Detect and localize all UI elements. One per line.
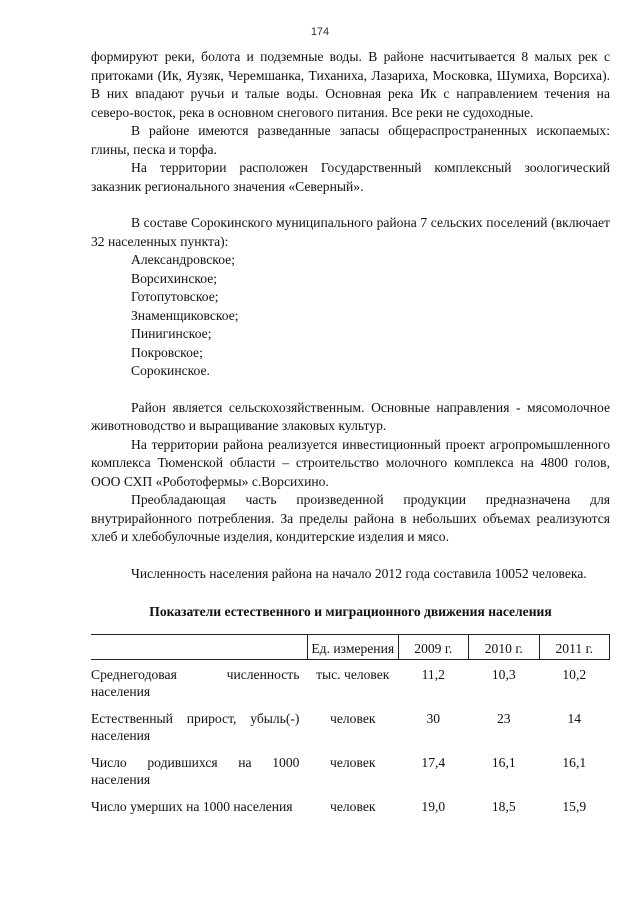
header-indicator [91, 634, 307, 659]
table-title: Показатели естественного и миграционного движения населения [149, 604, 552, 619]
row-value-2011: 14 [567, 710, 582, 726]
row-value-2009: 30 [426, 710, 441, 726]
row-indicator: Среднегодовая численность населения [91, 666, 300, 699]
row-value-2010: 16,1 [491, 754, 516, 770]
header-unit: Ед. измерения [307, 634, 398, 659]
population-table [91, 634, 610, 819]
paragraph-reserve: На территории расположен Государственный комплексный зоологический заказник регионального значения «Северный». [91, 160, 610, 194]
settlement-item: Покровское; [131, 344, 203, 360]
row-indicator: Число родившихся на 1000 населения [91, 754, 300, 787]
document-body [91, 48, 610, 819]
row-unit: человек [330, 710, 376, 726]
paragraph-settlements-intro: В составе Сорокинского муниципального района 7 сельских поселений (включает 32 населенных пункта): [91, 215, 610, 249]
paragraph-production: Преобладающая часть произведенной продукции предназначена для внутрирайонного потребления. За пределы района в небольших объемах реализуются хлеб и хлебобулочные изделия, кондитерские изделия и мясо. [91, 492, 610, 544]
settlements-list [91, 251, 610, 381]
paragraph-rivers: формируют реки, болота и подземные воды. В районе насчитывается 8 малых рек с притоками (Ик, Яузяк, Черемшанка, Тиханиха, Лазариха, Московка, Шумиха, Ворсиха). В них впадают ручьи и талые воды. Основная река Ик с направлением течения на северо-восток, река в основном снегового питания. Все реки не судоходные. [91, 49, 610, 120]
paragraph-minerals: В районе имеются разведанные запасы общераспространенных ископаемых: глины, песка и торфа. [91, 123, 610, 157]
row-value-2010: 10,3 [491, 666, 516, 682]
row-value-2011: 15,9 [562, 798, 587, 814]
table-row [91, 792, 610, 819]
page-number: 174 [310, 26, 330, 38]
settlement-item: Готопутовское; [131, 289, 219, 304]
spacer [91, 196, 610, 214]
settlement-item: Знаменщиковское; [131, 307, 239, 323]
paragraph-population: Численность населения района на начало 2012 года составила 10052 человека. [131, 565, 587, 581]
paragraph-investment: На территории района реализуется инвестиционный проект агропромышленного комплекса Тюменской области – строительство молочного комплекса на 4800 голов, ООО СХП «Роботофермы» с.Ворсихино. [91, 436, 610, 489]
spacer [91, 381, 610, 399]
table-row [91, 704, 610, 748]
row-unit: человек [330, 798, 376, 814]
header-2011: 2011 г. [539, 634, 610, 659]
row-value-2009: 19,0 [421, 798, 446, 814]
row-unit: тыс. человек [316, 666, 390, 682]
table-row [91, 659, 610, 704]
population-table-wrap [91, 634, 610, 819]
row-value-2010: 23 [496, 710, 511, 726]
paragraph-agriculture: Район является сельскохозяйственным. Основные направления - мясомолочное животноводство и выращивание злаковых культур. [91, 399, 610, 433]
row-value-2010: 18,5 [491, 798, 516, 814]
table-row [91, 748, 610, 792]
row-value-2011: 16,1 [562, 754, 587, 770]
spacer [91, 547, 610, 565]
row-indicator: Естественный прирост, убыль(-) населения [91, 710, 300, 743]
row-value-2009: 11,2 [421, 666, 445, 682]
header-2010: 2010 г. [469, 634, 539, 659]
spacer [91, 583, 610, 601]
row-indicator: Число умерших на 1000 населения [91, 798, 293, 814]
settlement-item: Александровское; [131, 252, 235, 267]
header-2009: 2009 г. [398, 634, 468, 659]
settlement-item: Пинигинское; [131, 326, 212, 341]
row-value-2011: 10,2 [562, 666, 587, 682]
table-header-row [91, 634, 610, 659]
row-unit: человек [330, 754, 376, 770]
row-value-2009: 17,4 [421, 754, 446, 770]
settlement-item: Сорокинское. [131, 363, 210, 378]
settlement-item: Ворсихинское; [131, 270, 218, 286]
